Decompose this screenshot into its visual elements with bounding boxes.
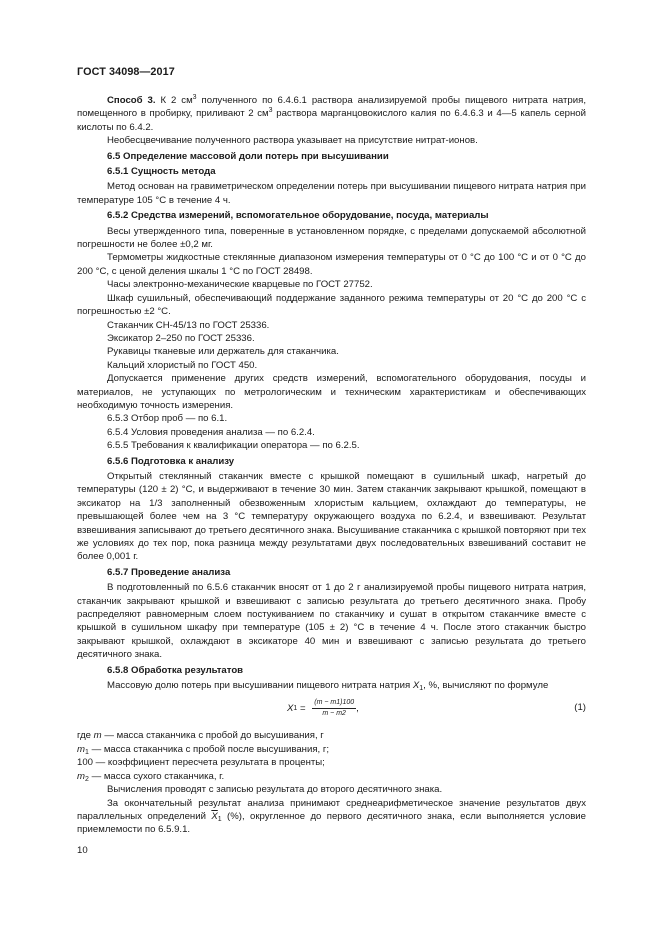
- paragraph-text: 6.5.3 Отбор проб — по 6.1.: [107, 413, 228, 425]
- where-line: $m_2$ — масса сухого стаканчика, г.: [77, 770, 225, 783]
- paragraph-text: Часы электронно-механические кварцевые по ГОСТ 27752.: [107, 279, 373, 291]
- paragraph-text: Открытый стеклянный стаканчик вместе с крышкой помещают в сушильный шкаф, нагретый до температуры (120 ± 2) °С, и выдерживают в течение 30 мин. Затем стаканчик закрывают крышкой, помещают в эксикатор на 1/3 заполненный обезвоженным хлористым кальцием, охлаждают до температуры, не превышающей более чем на 3 °С температуру окружающего воздуха по 6.2.4, и взвешивают. Результат взвешивания записывают до третьего десятичного знака. Высушивание стаканчика с крышкой повторяют при тех же условиях до тех пор, пока разница между результатами двух последовательных взвешиваний составит не более 0,001 г.: [77, 470, 586, 563]
- paragraph-text: Шкаф сушильный, обеспечивающий поддержание заданного режима температуры от 20 °С до 200 °С с погрешностью ±2 °С.: [77, 292, 586, 318]
- subsection-heading: 6.5.6 Подготовка к анализу: [107, 455, 235, 467]
- document-header: ГОСТ 34098—2017: [77, 66, 175, 78]
- paragraph-text: Стаканчик СН-45/13 по ГОСТ 25336.: [107, 319, 270, 331]
- paragraph-text: Массовую долю потерь при высушивании пищевого нитрата натрия $X_1$, %, вычисляют по формуле: [107, 680, 549, 693]
- where-line: $m_1$ — масса стаканчика с пробой после высушивания, г;: [77, 743, 330, 756]
- formula-number: (1): [574, 702, 586, 714]
- subsection-heading: 6.5.7 Проведение анализа: [107, 566, 231, 578]
- section-heading: 6.5 Определение массовой доли потерь при высушивании: [107, 150, 389, 162]
- paragraph-text: Рукавицы тканевые или держатель для стаканчика.: [107, 346, 339, 358]
- where-line: 100 — коэффициент пересчета результата в проценты;: [77, 757, 325, 769]
- formula-numerator: (m − m1)100: [312, 699, 356, 709]
- paragraph-text: За окончательный результат анализа принимают среднеарифметическое значение результатов двух параллельных определений $\overline{X}_1$ (%), округленное до первого десятичного знака, если выполняется условие приемлемости по 6.5.9.1.: [77, 797, 587, 836]
- formula-block: [77, 695, 586, 725]
- paragraph-method-3: Способ 3. К 2 $см^3$ полученного по 6.4.6.1 раствора анализируемой пробы пищевого нитрата натрия, помещенного в пробирку, приливают 2 $см^3$ раствора марганцовокислого калия по 6.4.6.3 и 4—5 капель серной кислоты по 6.4.2.: [77, 94, 587, 133]
- paragraph-text: Необесцвечивание полученного раствора указывает на присутствие нитрат-ионов.: [107, 135, 478, 147]
- paragraph-text: Кальций хлористый по ГОСТ 450.: [107, 359, 258, 371]
- paragraph-text: Эксикатор 2–250 по ГОСТ 25336.: [107, 332, 255, 344]
- formula: X 1 = $\frac{(m - m1)100}{m - m2}$ ,: [287, 699, 359, 718]
- paragraph-text: Допускается применение других средств измерений, вспомогательного оборудования, посуды и материалов, не уступающих по метрологическим и техническим характеристикам и обеспечивающих необходимую точность измерения.: [77, 373, 586, 411]
- paragraph-text: Весы утвержденного типа, поверенные в установленном порядке, с пределами допускаемой абсолютной погрешности не более ±0,2 мг.: [77, 225, 586, 251]
- where-line: где m — масса стаканчика с пробой до высушивания, г: [77, 730, 324, 742]
- paragraph-text: В подготовленный по 6.5.6 стаканчик вносят от 1 до 2 г анализируемой пробы пищевого нитрата натрия, стаканчик закрывают крышкой и взвешивают с записью результата до третьего десятичного знака. Пробу распределяют равномерным слоем постукиванием по стаканчику и сушат в открытом стаканчике вместе с крышкой в сушильном шкафу при температуре (105 ± 2) °С в течение 4 ч. После этого стаканчик быстро закрывают крышкой, охлаждают в эксикаторе 40 мин и взвешивают с записью результата до третьего десятичного знака.: [77, 582, 586, 661]
- paragraph-text: 6.5.4 Условия проведения анализа — по 6.2.4.: [107, 426, 315, 438]
- subsection-heading: 6.5.8 Обработка результатов: [107, 664, 244, 676]
- document-body: [77, 94, 586, 837]
- paragraph-text: Метод основан на гравиметрическом определении потерь при высушивании пищевого нитрата натрия при температуре 105 °С в течение 4 ч.: [77, 181, 586, 206]
- page-number: 10: [77, 845, 88, 856]
- paragraph-text: Термометры жидкостные стеклянные диапазоном измерения температуры от 0 °С до 100 °С и от 0 °С до 200 °С, с ценой деления шкалы 1 °С по ГОСТ 28498.: [77, 252, 586, 277]
- formula-denominator: m − m2: [322, 710, 346, 718]
- method-label: Способ 3.: [107, 95, 156, 106]
- subsection-heading: 6.5.2 Средства измерений, вспомогательное оборудование, посуда, материалы: [107, 210, 489, 222]
- subsection-heading: 6.5.1 Сущность метода: [107, 166, 216, 178]
- paragraph-text: 6.5.5 Требования к квалификации оператора — по 6.2.5.: [107, 440, 360, 452]
- paragraph-text: Вычисления проводят с записью результата до второго десятичного знака.: [107, 784, 443, 796]
- formula-fraction: [312, 699, 356, 718]
